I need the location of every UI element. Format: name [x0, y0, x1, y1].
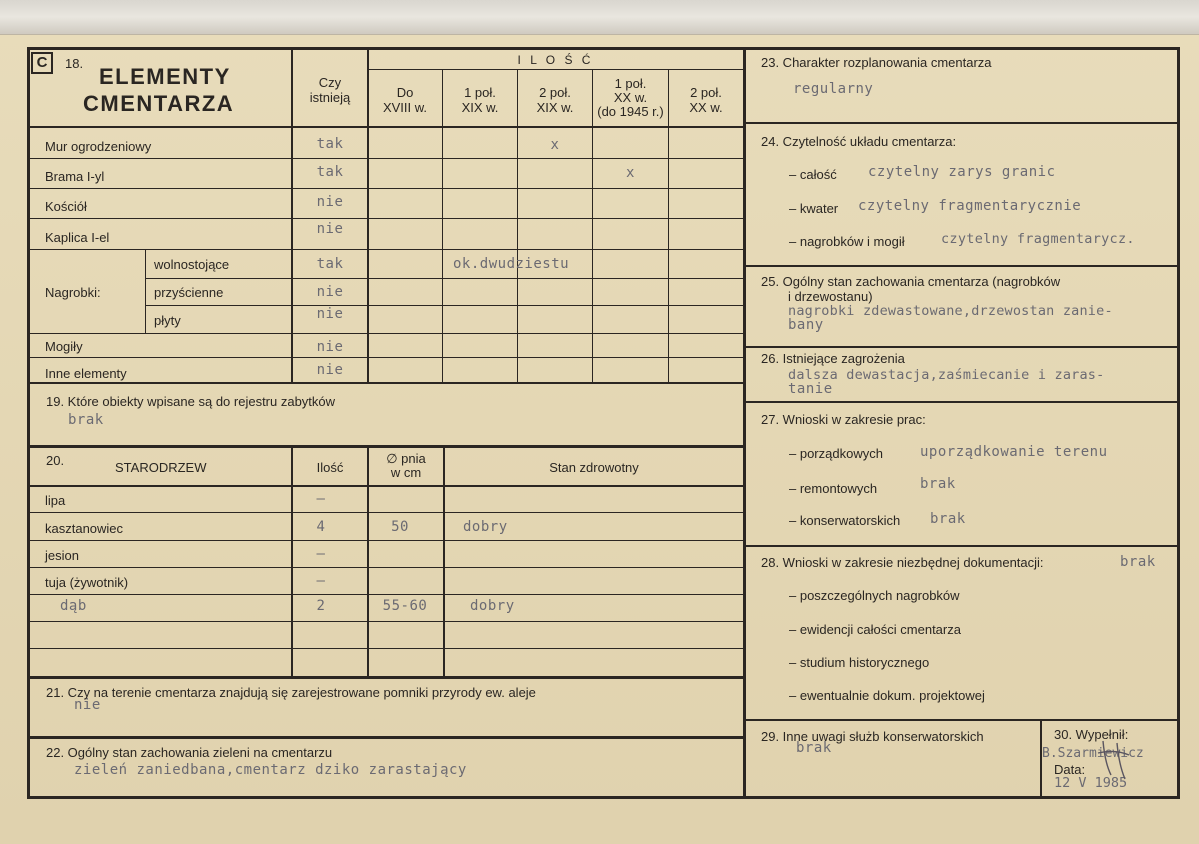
- period-header-5: 2 poł. XX w.: [689, 85, 723, 115]
- adhesive-tape-strip: [0, 0, 1199, 35]
- s20-col-stan: Stan zdrowotny: [549, 460, 639, 475]
- tree-count: –: [316, 573, 326, 589]
- s26-value-cont: tanie: [788, 381, 833, 397]
- element-exists: nie: [316, 194, 344, 210]
- element-exists: nie: [316, 221, 344, 237]
- element-label: Brama I-yl: [45, 169, 105, 184]
- s19-value: brak: [68, 412, 104, 428]
- s28-item: – ewidencji całości cmentarza: [789, 622, 961, 637]
- element-label: Nagrobki:: [45, 285, 101, 300]
- s24-item-label: – nagrobków i mogił: [789, 234, 905, 249]
- tree-name: lipa: [45, 493, 66, 508]
- element-exists: tak: [316, 256, 344, 272]
- tree-trunk: 50: [391, 519, 409, 535]
- s30-label: 30. Wypełnił:: [1054, 727, 1129, 742]
- period-header-2: 1 poł. XIX w.: [461, 85, 499, 115]
- s24-item-value: czytelny zarys granic: [868, 164, 1056, 180]
- s25-label-cont: i drzewostanu): [788, 289, 873, 304]
- tree-trunk: 55-60: [382, 598, 428, 614]
- element-exists: tak: [316, 164, 344, 180]
- element-sublabel: przyścienne: [154, 285, 224, 300]
- s23-value: regularny: [793, 81, 874, 97]
- s27-item-label: – remontowych: [789, 481, 878, 496]
- s26-label: 26. Istniejące zagrożenia: [761, 351, 905, 366]
- element-exists: nie: [316, 306, 344, 322]
- s24-item-label: – kwater: [789, 201, 839, 216]
- s28-label: 28. Wnioski w zakresie niezbędnej dokumentacji:: [761, 555, 1044, 570]
- tree-name: dąb: [60, 598, 87, 614]
- tree-count: 2: [316, 598, 326, 614]
- element-sublabel: wolnostojące: [154, 257, 230, 272]
- s24-item-value: czytelny fragmentarycznie: [858, 198, 1082, 214]
- period-header-4: 1 poł. XX w. (do 1945 r.): [597, 76, 664, 119]
- s27-item-label: – porządkowych: [789, 446, 883, 461]
- s27-item-value: uporządkowanie terenu: [920, 444, 1108, 460]
- tree-name: kasztanowiec: [45, 521, 124, 536]
- section-c-box: C: [31, 52, 53, 74]
- s29-value: brak: [796, 740, 832, 756]
- tree-health: dobry: [463, 519, 508, 535]
- s30-name: B.Szarmiewicz: [1042, 746, 1144, 761]
- s24-item-label: – całość: [789, 167, 837, 182]
- s20-number: 20.: [46, 453, 65, 468]
- elements-title-line2: CMENTARZA: [83, 91, 235, 116]
- s25-value: nagrobki zdewastowane,drzewostan zanie-: [788, 303, 1113, 319]
- czy-istnieja-header: Czy istnieją: [309, 75, 351, 105]
- s27-label: 27. Wnioski w zakresie prac:: [761, 412, 926, 427]
- s20-title: STARODRZEW: [115, 460, 207, 475]
- s22-value: zieleń zaniedbana,cmentarz dziko zarastający: [74, 762, 467, 778]
- s21-label: 21. Czy na terenie cmentarza znajdują się zarejestrowane pomniki przyrody ew. aleje: [46, 685, 536, 700]
- s27-item-label: – konserwatorskich: [789, 513, 901, 528]
- s29-label: 29. Inne uwagi służb konserwatorskich: [761, 729, 984, 744]
- element-label: Kościół: [45, 199, 87, 214]
- s24-label: 24. Czytelność układu cmentarza:: [761, 134, 957, 149]
- tree-count: –: [316, 491, 326, 507]
- s26-value: dalsza dewastacja,zaśmiecanie i zaras-: [788, 367, 1105, 383]
- element-note: ok.dwudziestu: [453, 256, 570, 272]
- s20-col-ilosc: Ilość: [316, 460, 344, 475]
- section-18-number: 18.: [65, 56, 84, 71]
- elements-title-line1: ELEMENTY: [99, 64, 231, 89]
- s28-value: brak: [1120, 554, 1156, 570]
- element-sublabel: płyty: [154, 313, 181, 328]
- element-period-mark: x: [626, 165, 635, 181]
- element-exists: nie: [316, 284, 344, 300]
- element-exists: tak: [316, 136, 344, 152]
- period-header-1: Do XVIII w.: [382, 85, 428, 115]
- handwritten-signature-mark: [1095, 735, 1135, 783]
- tree-count: 4: [316, 519, 326, 535]
- s19-label: 19. Które obiekty wpisane są do rejestru zabytków: [46, 394, 336, 409]
- s22-label: 22. Ogólny stan zachowania zieleni na cmentarzu: [46, 745, 333, 760]
- s28-item: – ewentualnie dokum. projektowej: [789, 688, 985, 703]
- s20-col-pnia: ∅ pnia w cm: [386, 451, 426, 480]
- element-label: Mur ogrodzeniowy: [45, 139, 152, 154]
- s28-item: – poszczególnych nagrobków: [789, 588, 960, 603]
- tree-count: –: [316, 546, 326, 562]
- element-label: Kaplica I-el: [45, 230, 110, 245]
- s28-item: – studium historycznego: [789, 655, 930, 670]
- element-period-mark: x: [550, 137, 560, 153]
- s21-value: nie: [74, 697, 101, 713]
- s30-date: 12 V 1985: [1054, 775, 1128, 791]
- element-label: Inne elementy: [45, 366, 127, 381]
- tree-health: dobry: [470, 598, 515, 614]
- element-exists: nie: [316, 339, 344, 355]
- s23-label: 23. Charakter rozplanowania cmentarza: [761, 55, 992, 70]
- ilosc-header: I L O Ś Ć: [517, 53, 594, 67]
- s25-value-cont: bany: [788, 317, 824, 333]
- element-label: Mogiły: [45, 339, 83, 354]
- s30-date-label: Data:: [1054, 762, 1086, 777]
- period-header-3: 2 poł. XIX w.: [536, 85, 574, 115]
- s25-label: 25. Ogólny stan zachowania cmentarza (nagrobków: [761, 274, 1061, 289]
- element-exists: nie: [316, 362, 344, 378]
- s27-item-value: brak: [920, 476, 956, 492]
- s24-item-value: czytelny fragmentarycz.: [941, 231, 1135, 247]
- tree-name: jesion: [45, 548, 79, 563]
- s27-item-value: brak: [930, 511, 966, 527]
- tree-name: tuja (żywotnik): [45, 575, 129, 590]
